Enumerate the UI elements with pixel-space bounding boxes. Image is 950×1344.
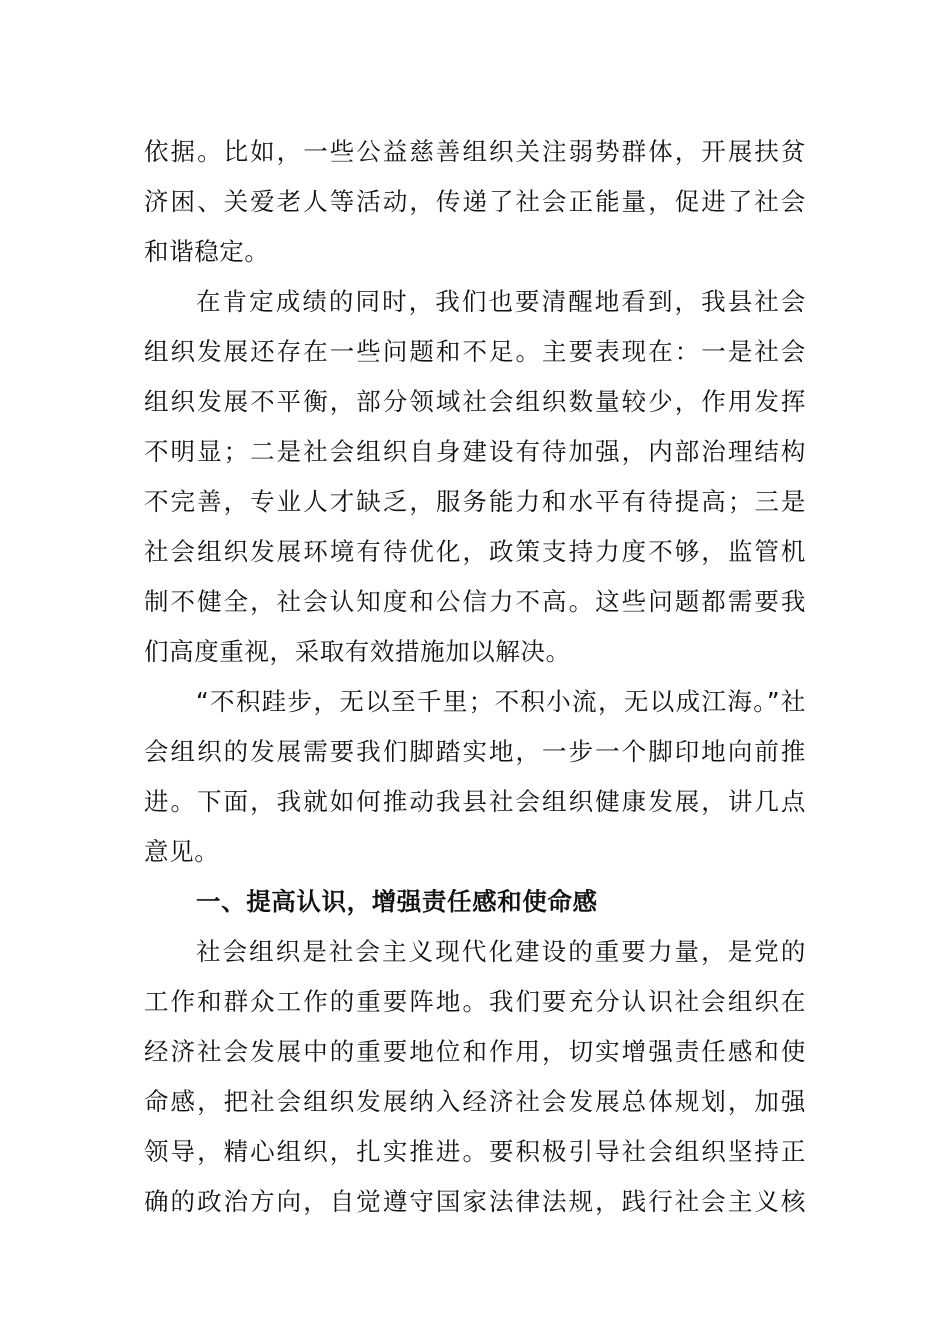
text-line: 工作和群众工作的重要阵地。我们要充分认识社会组织在 [144, 987, 806, 1016]
text-line: 命感，把社会组织发展纳入经济社会发展总体规划，加强 [144, 1087, 806, 1116]
text-line: 依据。比如，一些公益慈善组织关注弱势群体，开展扶贫 [144, 137, 806, 166]
document-body [144, 127, 806, 1227]
text-line: 进。下面，我就如何推动我县社会组织健康发展，讲几点 [144, 787, 806, 816]
text-line: 社会组织发展环境有待优化，政策支持力度不够，监管机 [144, 537, 806, 566]
text-line: 意见。 [144, 837, 220, 866]
text-line: 不完善，专业人才缺乏，服务能力和水平有待提高；三是 [144, 487, 806, 516]
text-line: 和谐稳定。 [144, 237, 270, 266]
text-line: 制不健全，社会认知度和公信力不高。这些问题都需要我 [144, 587, 806, 616]
text-line: 在肯定成绩的同时，我们也要清醒地看到，我县社会 [196, 287, 806, 316]
text-line: 社会组织是社会主义现代化建设的重要力量，是党的 [196, 937, 806, 966]
text-line: “不积跬步，无以至千里；不积小流，无以成江海。”社 [196, 687, 806, 716]
text-line: 经济社会发展中的重要地位和作用，切实增强责任感和使 [144, 1037, 806, 1066]
text-line: 组织发展不平衡，部分领域社会组织数量较少，作用发挥 [144, 387, 806, 416]
text-line: 们高度重视，采取有效措施加以解决。 [144, 637, 571, 666]
text-line: 组织发展还存在一些问题和不足。主要表现在：一是社会 [144, 337, 806, 366]
text-line: 济困、关爱老人等活动，传递了社会正能量，促进了社会 [144, 187, 806, 216]
section-heading: 一、提高认识，增强责任感和使命感 [196, 887, 598, 916]
text-line: 会组织的发展需要我们脚踏实地，一步一个脚印地向前推 [144, 737, 806, 766]
text-line: 不明显；二是社会组织自身建设有待加强，内部治理结构 [144, 437, 806, 466]
text-line: 确的政治方向，自觉遵守国家法律法规，践行社会主义核 [144, 1187, 806, 1216]
text-line: 领导，精心组织，扎实推进。要积极引导社会组织坚持正 [144, 1137, 806, 1166]
